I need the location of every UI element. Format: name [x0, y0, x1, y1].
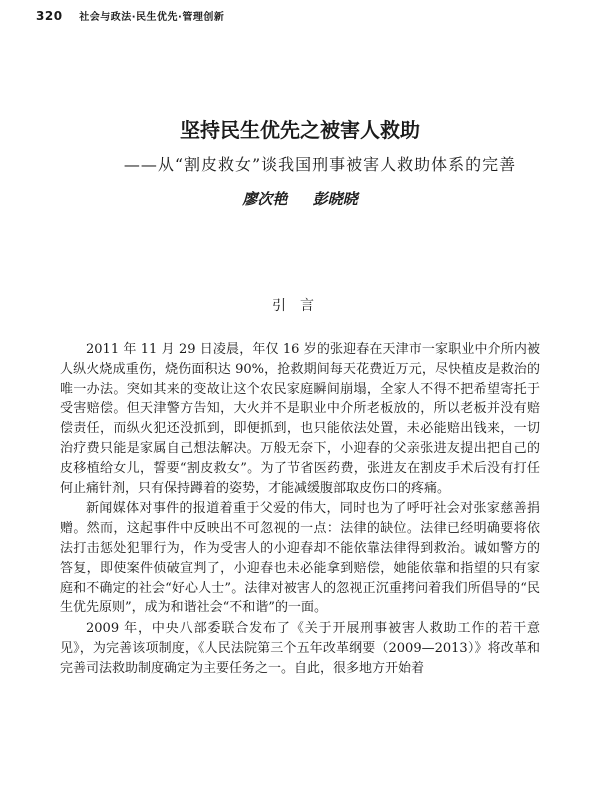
body-paragraph: 新闻媒体对事件的报道着重于父爱的伟大，同时也为了呼吁社会对张家慈善捐赠。然而，这起事件中反映出不可忽视的一点：法律的缺位。法律已经明确要将依法打击惩处犯罪行为，作为受害人的小迎春却不能依靠法律得到救治。诚如警方的答复，即使案件侦破宣判了，小迎春也未必能拿到赔偿，她能依靠和指望的只有家庭和不确定的社会“好心人士”。法律对被害人的忽视正沉重拷问着我们所倡导的“民生优先原则”，成为和谐社会“不和谐”的一面。 — [60, 501, 540, 616]
author-name: 廖次艳 — [242, 190, 288, 208]
section-heading: 引言 — [272, 298, 328, 314]
article-body — [60, 340, 540, 679]
page-number: 320 — [36, 9, 63, 23]
article-subtitle: ——从“割皮救女”谈我国刑事被害人救助体系的完善 — [123, 155, 517, 174]
author-name: 彭晓晓 — [312, 190, 358, 208]
page-header — [36, 8, 224, 23]
running-title: 社会与政法·民生优先·管理创新 — [79, 12, 225, 23]
body-paragraph: 2009 年，中央八部委联合发布了《关于开展刑事被害人救助工作的若干意见》，为完善该项制度，《人民法院第三个五年改革纲要（2009—2013）》将改革和完善司法救助制度确定为主要任务之一。自此，很多地方开始着 — [60, 621, 540, 676]
article-title: 坚持民生优先之被害人救助 — [180, 118, 420, 142]
body-paragraph: 2011 年 11 月 29 日凌晨，年仅 16 岁的张迎春在天津市一家职业中介所内被人纵火烧成重伤，烧伤面积达 90%，抢救期间每天花费近万元，尽快植皮是救治的唯一办法。突如其来的变故让这个农民家庭瞬间崩塌，全家人不得不把希望寄托于受害赔偿。但天津警方告知，大火并不是职业中介所老板放的，所以老板并没有赔偿责任，而纵火犯还没抓到，即便抓到，也只能依法处置，未必能赔出钱来，一切治疗费只能是家属自己想法解决。万般无奈下，小迎春的父亲张进友提出把自己的皮移植给女儿，誓要“割皮救女”。为了节省医药费，张进友在割皮手术后没有打任何止痛针剂，只有保持蹲着的姿势，才能减缓腹部取皮伤口的疼痛。 — [60, 342, 540, 496]
author-list — [0, 188, 600, 209]
